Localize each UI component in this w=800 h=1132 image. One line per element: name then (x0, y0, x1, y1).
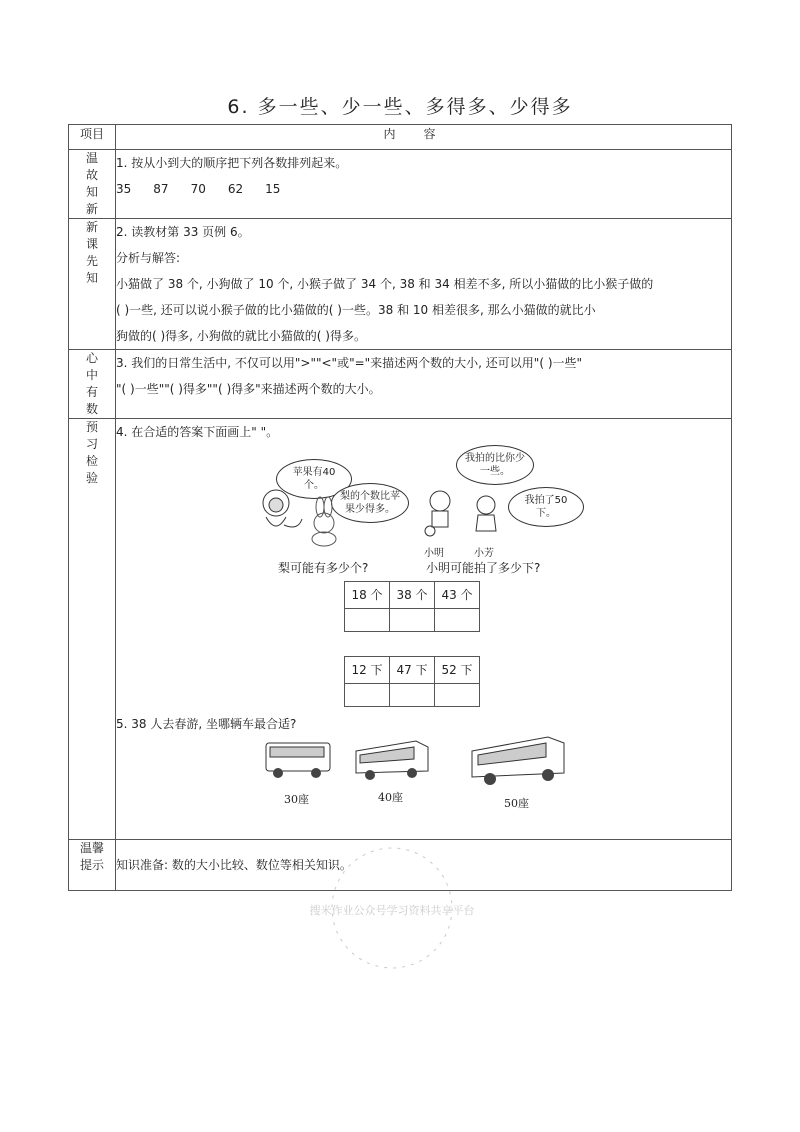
row-label: 预习检验 (85, 420, 98, 485)
answer-table-pear (344, 581, 480, 632)
table-header-row (69, 125, 732, 150)
answer-cell[interactable] (435, 684, 480, 707)
question-3-line: "( )一些""( )得多""( )得多"来描述两个数的大小。 (116, 382, 381, 396)
girl-name: 小芳 (474, 548, 494, 559)
answer-cell[interactable] (345, 684, 390, 707)
number-list (116, 176, 731, 202)
row-review (69, 150, 732, 219)
header-content: 内容 (116, 125, 732, 150)
speech-bubble: 梨的个数比苹果少得多。 (331, 483, 409, 523)
row-preview (69, 219, 732, 350)
row-label: 新课先知 (85, 220, 98, 285)
answer-cell[interactable] (435, 609, 480, 632)
page-title: 6. 多一些、少一些、多得多、少得多 (227, 96, 573, 118)
girl-icon (472, 495, 502, 539)
bus-icon (468, 733, 568, 789)
answer-cell[interactable] (345, 609, 390, 632)
analysis-line: ( )一些, 还可以说小猴子做的比小猫做的( )一些。38 和 10 相差很多, 那么小猫做的就比小 (116, 303, 596, 317)
bus-icon (352, 737, 432, 783)
speech-bubble: 我拍的比你少一些。 (456, 445, 534, 485)
question-2: 2. 读教材第 33 页例 6。 (116, 225, 250, 239)
row-label: 心中有数 (85, 351, 98, 416)
analysis-label: 分析与解答: (116, 251, 181, 265)
question-1: 1. 按从小到大的顺序把下列各数排列起来。 (116, 156, 348, 170)
boy-icon (424, 489, 458, 539)
seat-label: 40座 (378, 791, 403, 804)
analysis-line: 狗做的( )得多, 小狗做的就比小猫做的( )得多。 (116, 329, 366, 343)
bus-options (116, 737, 731, 810)
bus-icon (264, 739, 332, 781)
number: 62 (227, 182, 244, 196)
option-cell: 43 个 (435, 582, 480, 609)
boy-name: 小明 (424, 548, 444, 559)
question-pear: 梨可能有多少个? (278, 561, 369, 575)
row-mind (69, 350, 732, 419)
number: 35 (116, 182, 132, 196)
stamp-text: 搜米作业公众号学习资料共享平台 (309, 904, 475, 917)
row-label: 温馨提示 (79, 841, 104, 872)
analysis-line: 小猫做了 38 个, 小狗做了 10 个, 小猴子做了 34 个, 38 和 34 相差不多, 所以小猫做的比小猴子做的 (116, 277, 654, 291)
rabbit-icon (302, 497, 342, 547)
tips-text: 知识准备: 数的大小比较、数位等相关知识。 (116, 840, 732, 891)
option-cell: 18 个 (345, 582, 390, 609)
seat-label: 30座 (284, 793, 309, 806)
illustration (116, 445, 731, 559)
answer-table-pat (344, 656, 480, 707)
number: 15 (265, 182, 281, 196)
speech-bubble: 我拍了50下。 (508, 487, 584, 527)
option-cell: 12 下 (345, 657, 390, 684)
answer-cell[interactable] (390, 609, 435, 632)
number: 87 (153, 182, 169, 196)
question-3-line: 3. 我们的日常生活中, 不仅可以用">""<"或"="来描述两个数的大小, 还可以用"( )一些" (116, 356, 583, 370)
option-cell: 52 下 (435, 657, 480, 684)
content-table (68, 124, 732, 891)
row-label: 温故知新 (85, 151, 98, 216)
question-4: 4. 在合适的答案下面画上" "。 (116, 425, 279, 439)
seat-label: 50座 (504, 797, 529, 810)
row-check (69, 419, 732, 840)
option-cell: 38 个 (390, 582, 435, 609)
speech-bubble: 苹果有40个。 (276, 459, 352, 499)
option-cell: 47 下 (390, 657, 435, 684)
header-item: 项目 (69, 125, 116, 150)
question-5: 5. 38 人去春游, 坐哪辆车最合适? (116, 717, 297, 731)
answer-cell[interactable] (390, 684, 435, 707)
question-pat: 小明可能拍了多少下? (426, 561, 541, 575)
number: 70 (190, 182, 206, 196)
watermark-stamp (309, 838, 475, 978)
